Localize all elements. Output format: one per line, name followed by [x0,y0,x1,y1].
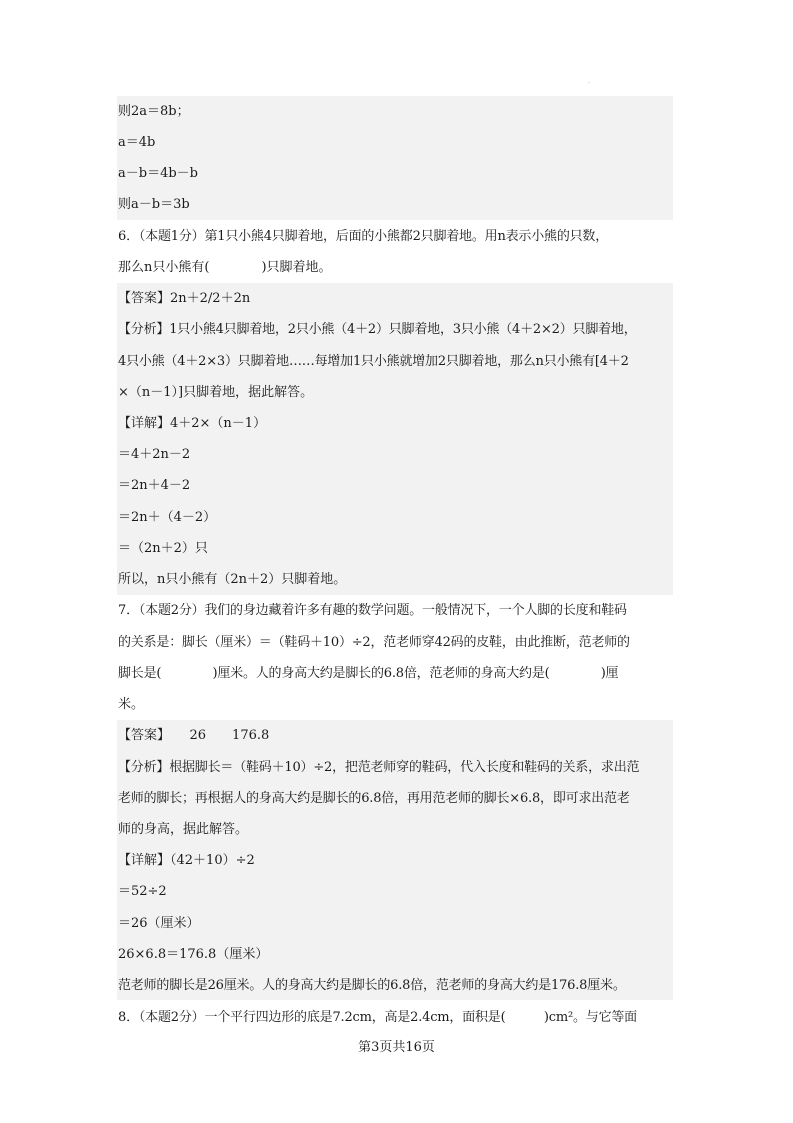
question-line: 7．（本题2分）我们的身边藏着许多有趣的数学问题。一般情况下，一个人脚的长度和鞋码 [118,603,627,618]
corner-mark: · [588,80,590,87]
detail-line: 【详解】4＋2×（n－1） [118,416,267,431]
question-line: 的关系是：脚长（厘米）＝（鞋码＋10）÷2，范老师穿42码的皮鞋，由此推断，范老师的 [118,635,630,650]
analysis-line: 老师的脚长；再根据人的身高大约是脚长的6.8倍，再用范老师的脚长×6.8，即可求出范老 [118,791,630,806]
detail-line: 【详解】（42＋10）÷2 [118,853,255,868]
analysis-line: ×（n－1）]只脚着地，据此解答。 [118,385,314,400]
analysis-line: 师的身高，据此解答。 [118,822,249,837]
text-line: a－b＝4b－b [118,166,198,181]
analysis-line: 【分析】1只小熊4只脚着地，2只小熊（4＋2）只脚着地，3只小熊（4＋2×2）只脚着地， [118,322,637,337]
question-line: 脚长是( )厘米。人的身高大约是脚长的6.8倍，范老师的身高大约是( )厘 [118,666,619,681]
detail-line: ＝52÷2 [118,884,167,899]
text-line: 则2a＝8b； [118,104,190,119]
detail-line: 所以，n只小熊有（2n＋2）只脚着地。 [118,572,347,587]
question-line: 8．（本题2分）一个平行四边形的底是7.2cm，高是2.4cm，面积是( )cm²。与它等面 [118,1010,637,1025]
detail-line: ＝2n＋（4－2） [118,510,217,525]
analysis-line: 【分析】根据脚长＝（鞋码＋10）÷2，把范老师穿的鞋码，代入长度和鞋码的关系，求出范 [118,760,640,775]
detail-line: ＝26（厘米） [118,916,200,931]
solution-block-shade [117,96,673,220]
detail-line: 范老师的脚长是26厘米。人的身高大约是脚长的6.8倍，范老师的身高大约是176.8厘米。 [118,978,626,993]
page-footer: 第3页共16页 [358,1040,435,1055]
detail-line: 26×6.8＝176.8（厘米） [118,947,269,962]
text-line: 则a－b＝3b [118,197,190,212]
question-line: 那么n只小熊有( )只脚着地。 [118,260,332,275]
question-line: 6．（本题1分）第1只小熊4只脚着地，后面的小熊都2只脚着地。用n表示小熊的只数， [118,229,609,244]
detail-line: ＝2n＋4－2 [118,478,191,493]
detail-line: ＝4＋2n－2 [118,447,191,462]
question-line: 米。 [118,697,145,712]
detail-line: ＝（2n＋2）只 [118,541,208,556]
answer-line: 【答案】 26 176.8 [118,728,270,743]
answer-line: 【答案】2n＋2/2＋2n [118,291,251,306]
text-line: a＝4b [118,135,156,150]
analysis-line: 4只小熊（4＋2×3）只脚着地……每增加1只小熊就增加2只脚着地，那么n只小熊有[4＋2 [118,354,629,369]
